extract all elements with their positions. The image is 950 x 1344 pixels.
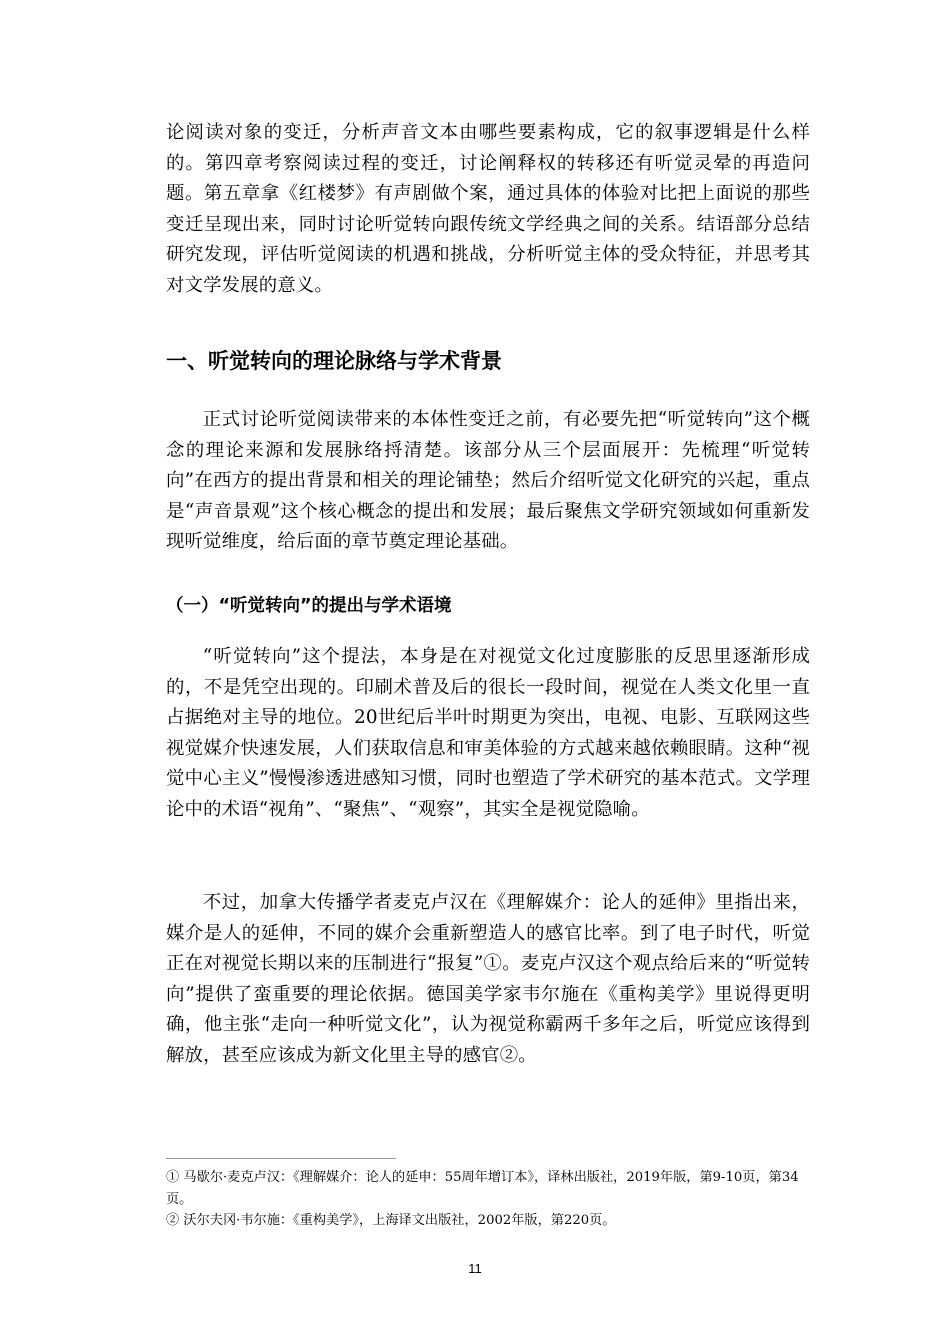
body-paragraph: 不过，加拿大传播学者麦克卢汉在《理解媒介：论人的延伸》里指出来，媒介是人的延伸，不同的媒介会重新塑造人的感官比率。到了电子时代，听觉正在对视觉长期以来的压制进行“报复”①。麦克卢汉这个观点给后来的“听觉转向”提供了蛮重要的理论依据。德国美学家韦尔施在《重构美学》里说得更明确，他主张“走向一种听觉文化”，认为视觉称霸两千多年之后，听觉应该得到解放，甚至应该成为新文化里主导的感官②。 [166,892,810,1066]
body-paragraph: 论阅读对象的变迁，分析声音文本由哪些要素构成，它的叙事逻辑是什么样的。第四章考察阅读过程的变迁，讨论阐释权的转移还有听觉灵晕的再造问题。第五章拿《红楼梦》有声剧做个案，通过具体的体验对比把上面说的那些变迁呈现出来，同时讨论听觉转向跟传统文学经典之间的关系。结语部分总结研究发现，评估听觉阅读的机遇和挑战，分析听觉主体的受众特征，并思考其对文学发展的意义。 [166,122,810,296]
footnote-2: ② 沃尔夫冈·韦尔施：《重构美学》，上海译文出版社，2002年版，第220页。 [166,1213,616,1228]
footnote-separator [166,1158,396,1159]
section-heading: 一、听觉转向的理论脉络与学术背景 [166,349,502,373]
body-paragraph: 正式讨论听觉阅读带来的本体性变迁之前，有必要先把“听觉转向”这个概念的理论来源和发展脉络捋清楚。该部分从三个层面展开：先梳理“听觉转向”在西方的提出背景和相关的理论铺垫；然后介绍听觉文化研究的兴起，重点是“声音景观”这个核心概念的提出和发展；最后聚焦文学研究领域如何重新发现听觉维度，给后面的章节奠定理论基础。 [166,409,810,552]
footnote-1: ① 马歇尔·麦克卢汉：《理解媒介：论人的延申：55周年增订本》，译林出版社，2019年版，第9-10页，第34页。 [166,1170,799,1207]
body-paragraph: “听觉转向”这个提法，本身是在对视觉文化过度膨胀的反思里逐渐形成的，不是凭空出现的。印刷术普及后的很长一段时间，视觉在人类文化里一直占据绝对主导的地位。20世纪后半叶时期更为突出，电视、电影、互联网这些视觉媒介快速发展，人们获取信息和审美体验的方式越来越依赖眼睛。这种“视觉中心主义”慢慢渗透进感知习惯，同时也塑造了学术研究的基本范式。文学理论中的术语“视角”、“聚焦”、“观察”，其实全是视觉隐喻。 [166,646,810,820]
footnotes [166,1167,810,1232]
subsection-heading: （一）“听觉转向”的提出与学术语境 [166,596,452,616]
page-number: 11 [468,1261,482,1276]
